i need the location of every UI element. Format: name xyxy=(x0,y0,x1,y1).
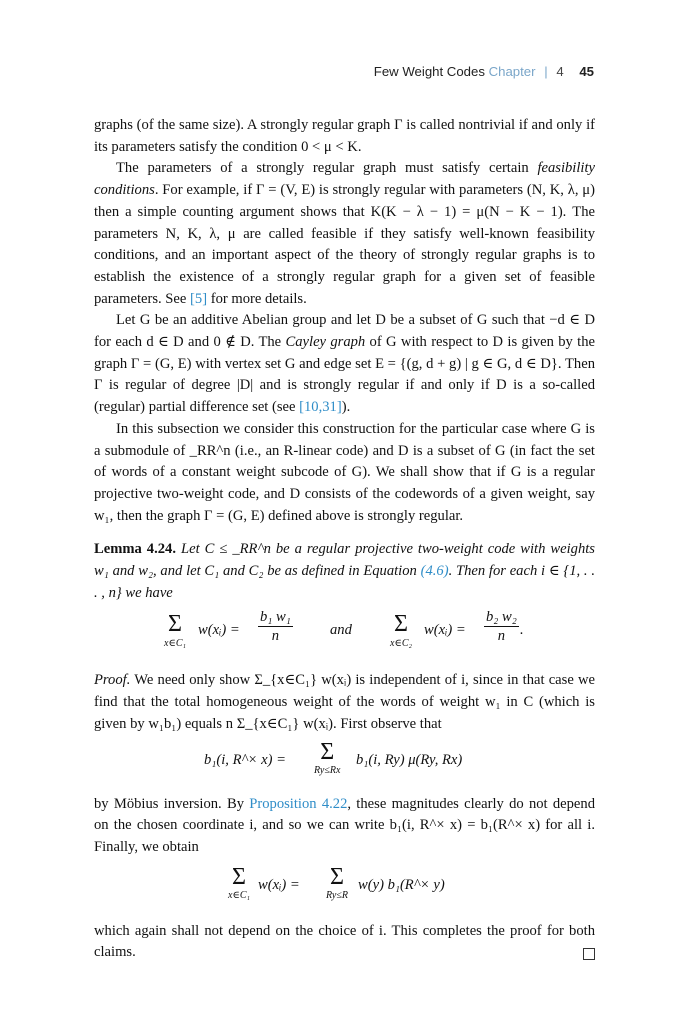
proof-label: Proof. xyxy=(94,672,131,689)
paragraph-1: graphs (of the same size). A strongly regular graph Γ is called nontrivial if and only if its parameters satisfy the condition 0 < μ < K. xyxy=(94,117,595,155)
header-separator: | xyxy=(544,64,548,79)
proposition-link[interactable]: Proposition 4.22 xyxy=(249,795,348,812)
page-number: 45 xyxy=(579,64,594,79)
proof-continued: by Möbius inversion. By Proposition 4.22, these magnitudes clearly do not depend on the chosen coordinate i, and so we can write b₁(i, R^× x) = b₁(R^× x) for all i. Finally, we obtain xyxy=(94,795,596,855)
proof-paragraph: Proof. We need only show Σ_{x∈C₁} w(xᵢ) is independent of i, since in that case we find that the total homogeneous weight of the words of weight w₁ in C (which is given by w₁b₁) equals n Σ_{x∈C₁} w(xᵢ). First observe that xyxy=(94,672,595,732)
citation-link[interactable]: [5] xyxy=(190,290,208,307)
proof-equation-2: Σ x∈C₁ w(xᵢ) = Σ Ry≤R w(y) b₁(R^× y) xyxy=(228,863,445,902)
proof-equation-1: b₁(i, R^× x) = Σ Ry≤Rx b₁(i, Ry) μ(Ry, Rx) xyxy=(204,738,463,777)
header-title: Few Weight Codes xyxy=(373,64,485,79)
paragraph-4: In this subsection we consider this construction for the particular case where G is a submodule of _RR^n (i.e., an R-linear code) and D is a subset of G (in fact the set of words of a constant weight subcode of G). We shall show that if G is a regular projective two-weight code, and D consists of the codewords of a given weight, say w₁, then the graph Γ = (G, E) defined above is strongly regular. xyxy=(94,420,595,524)
header-chapter-label: Chapter xyxy=(488,64,536,79)
running-header xyxy=(94,64,594,79)
paragraph-3: Let G be an additive Abelian group and let D be a subset of G such that −d ∈ D for each d ∈ D and 0 ∉ D. The Cayley graph of G with respect to D is given by the graph Γ = (G, E) with vertex set G and edge set E = {(g, d + g) | g ∈ G, d ∈ D}. Then Γ is regular of degree |D| and is strongly regular if and only if D is a so-called (regular) partial difference set (see [10,31]). xyxy=(94,312,595,416)
lemma-4-24: Lemma 4.24. Let C ≤ _RR^n be a regular projective two-weight code with weights w₁ and w₂, and let C₁ and C₂ be as defined in Equation (4.6). Then for each i ∈ {1, . . . , n} we have xyxy=(94,541,595,601)
qed-square-icon xyxy=(583,948,595,960)
citation-link[interactable]: [10,31] xyxy=(299,399,342,416)
header-chapter-number: 4 xyxy=(556,64,564,79)
closing-paragraph: which again shall not depend on the choice of i. This completes the proof for both claims. xyxy=(94,922,595,961)
lemma-label: Lemma 4.24. xyxy=(94,541,176,558)
paragraph-2: The parameters of a strongly regular graph must satisfy certain feasibility conditions. For example, if Γ = (V, E) is strongly regular with parameters (N, K, λ, μ) then a simple counting argument shows that K(K − λ − 1) = μ(N − K − 1). The parameters N, K, λ, μ are called feasible if they satisfy well-known feasibility conditions, and an important aspect of the theory of strongly regular graphs is to establish the existence of a strongly regular graph for a given set of feasible parameters. See [5] for more details. xyxy=(94,160,595,307)
lemma-equation: Σ x∈C₁ w(xᵢ) = $\frac{\text{b₁ w₁}}{n}$ and Σ x∈C₂ w(xᵢ) = $\frac{\text{b₂ w₂}}{n}$ . xyxy=(164,609,524,650)
page-body xyxy=(94,115,595,964)
equation-link[interactable]: (4.6) xyxy=(420,563,449,580)
